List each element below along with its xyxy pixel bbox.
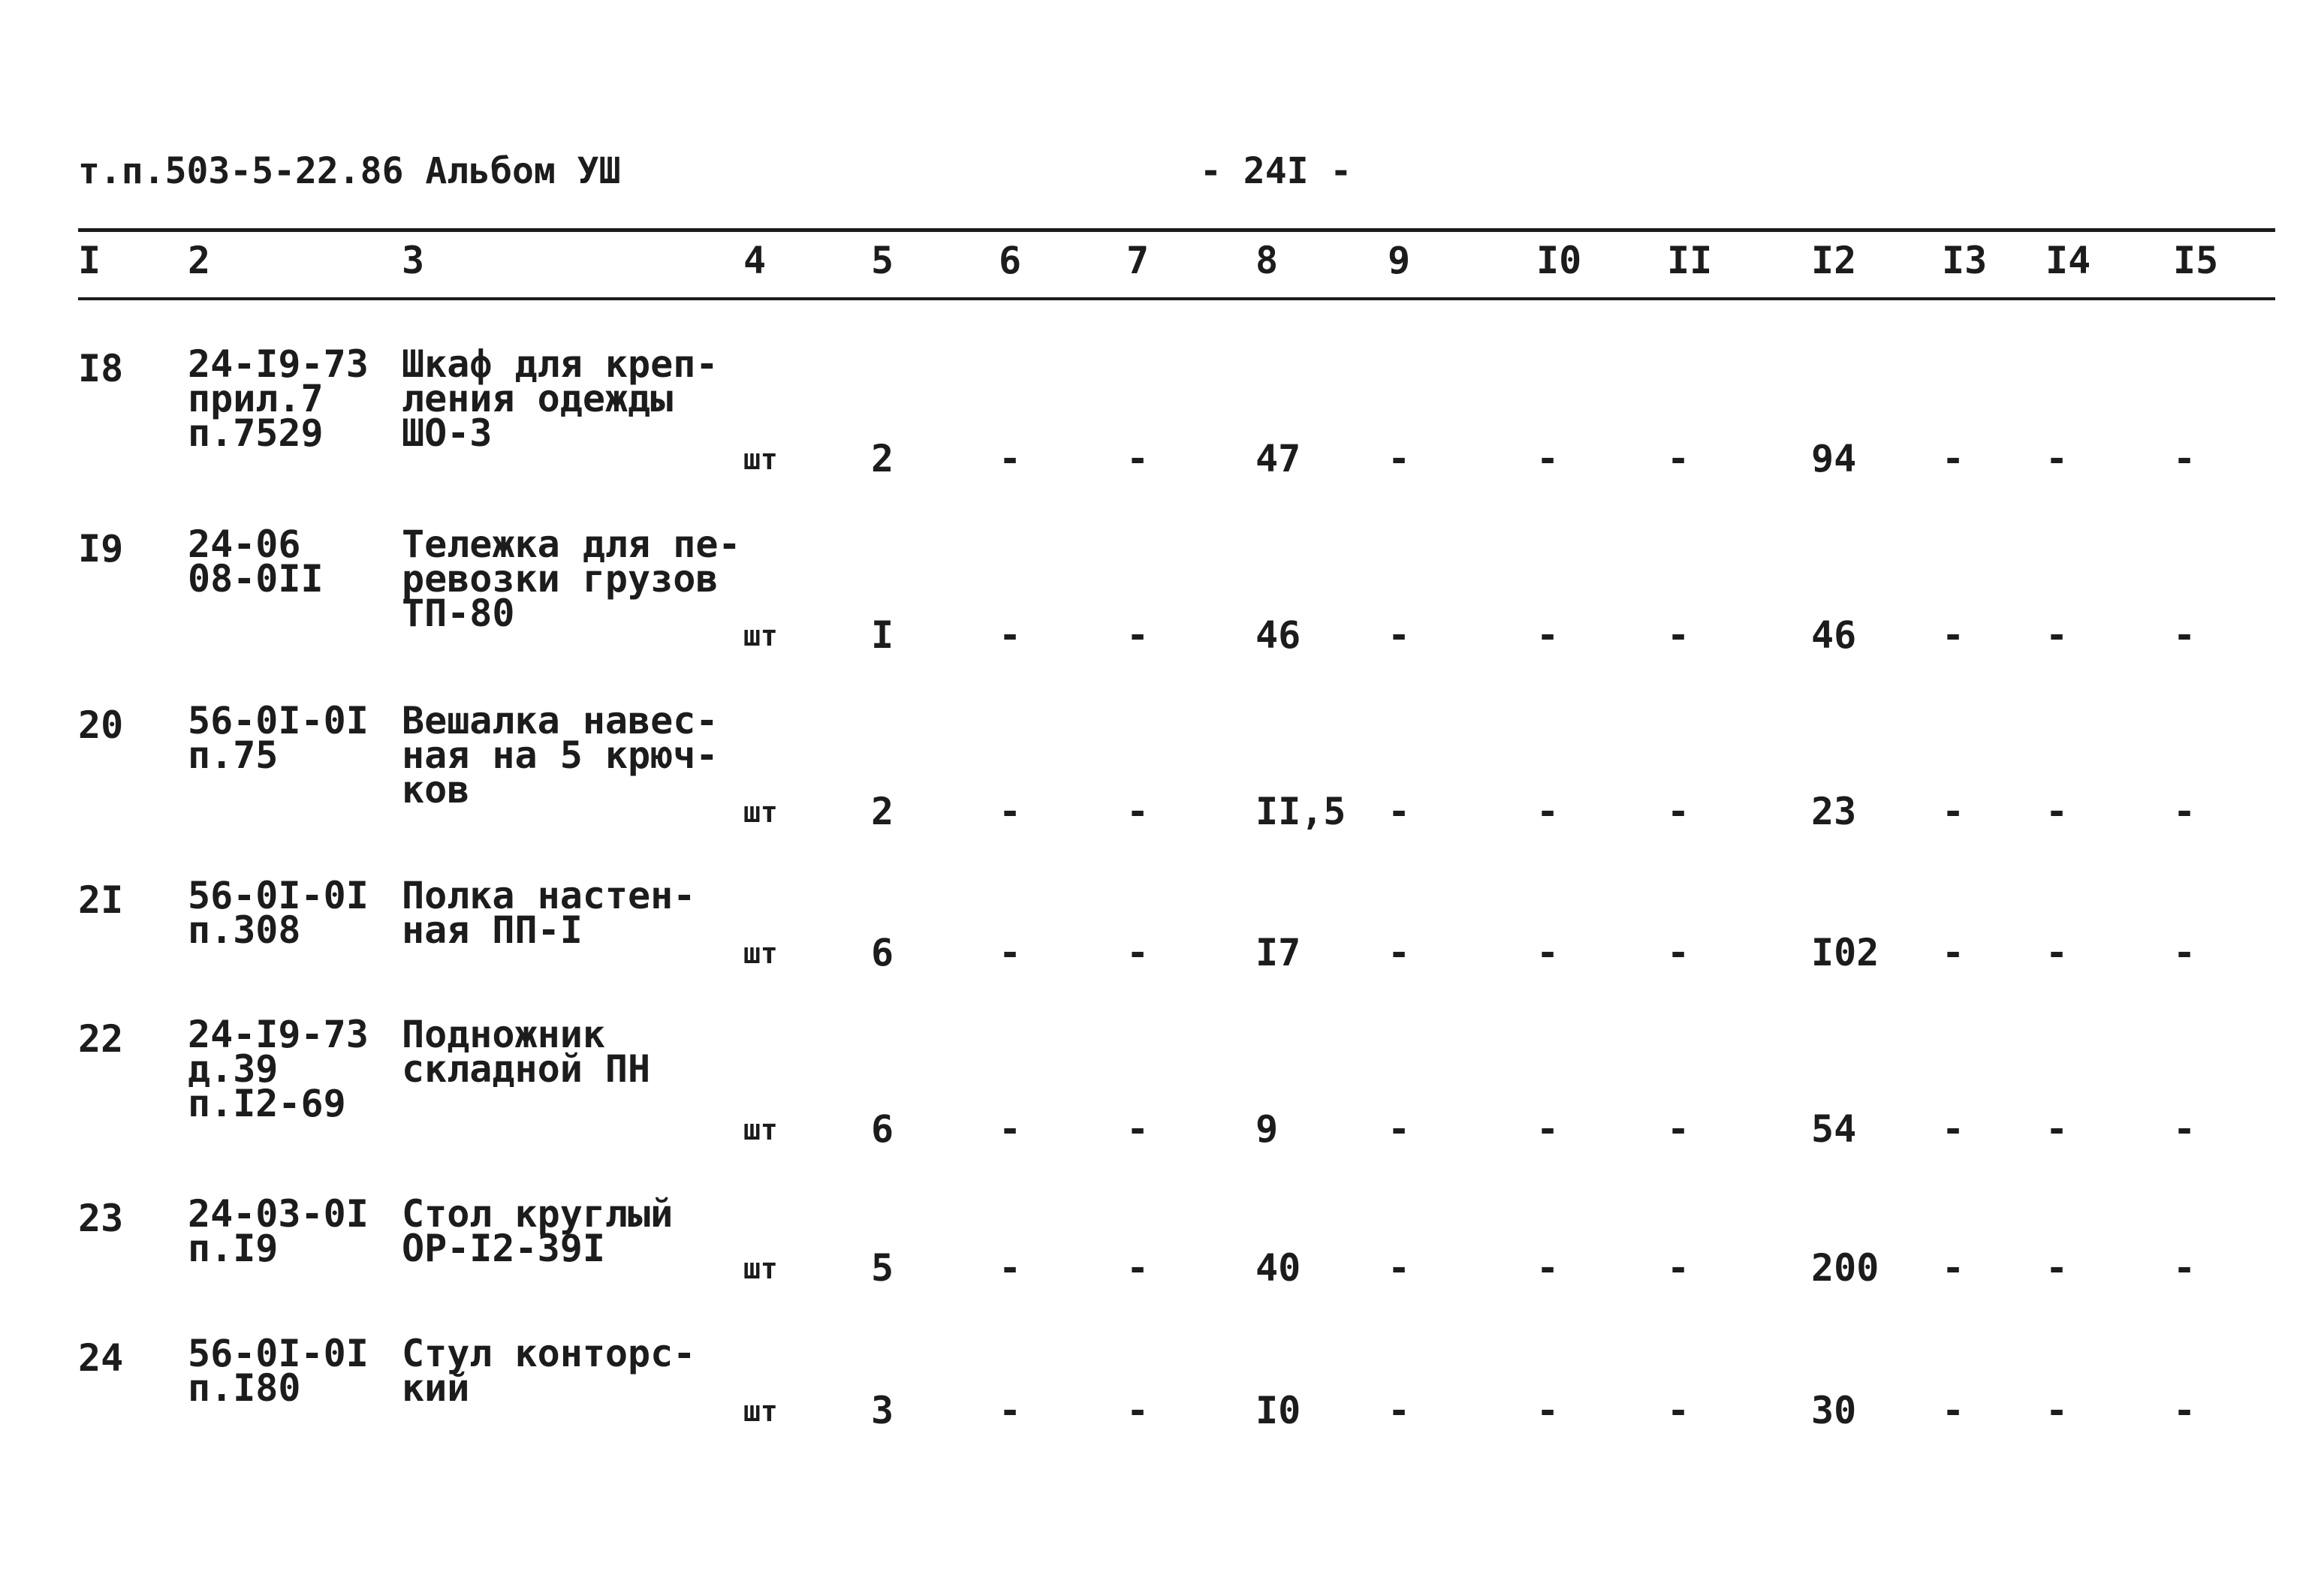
row-number: I8 — [78, 347, 124, 390]
catalog-code: 56-0I-0I п.308 — [188, 874, 369, 952]
cell-col-12: 200 — [1811, 1246, 1879, 1290]
cell-col-13: - — [1942, 437, 1965, 480]
unit-of-measure: шт — [743, 1252, 778, 1285]
row-number: 2I — [78, 878, 124, 922]
column-header-5: 5 — [871, 239, 894, 282]
cell-col-6: - — [999, 613, 1022, 657]
header-bottom-rule — [78, 297, 2275, 300]
unit-of-measure: шт — [743, 796, 778, 829]
cell-col-15: - — [2173, 613, 2196, 657]
column-header-14: I4 — [2045, 239, 2091, 282]
cell-col-5: 2 — [871, 790, 894, 833]
cell-col-13: - — [1942, 1107, 1965, 1151]
catalog-code: 24-03-0I п.I9 — [188, 1192, 369, 1270]
row-number: 23 — [78, 1197, 124, 1240]
cell-col-5: 6 — [871, 931, 894, 974]
cell-col-11: - — [1667, 931, 1690, 974]
row-number: 20 — [78, 703, 124, 747]
cell-col-10: - — [1536, 1107, 1560, 1151]
cell-col-10: - — [1536, 790, 1560, 833]
cell-col-9: - — [1388, 931, 1411, 974]
column-header-9: 9 — [1388, 239, 1411, 282]
cell-col-7: - — [1126, 1246, 1150, 1290]
cell-col-6: - — [999, 437, 1022, 480]
catalog-code: 24-I9-73 д.39 п.I2-69 — [188, 1013, 369, 1125]
cell-col-7: - — [1126, 1389, 1150, 1432]
column-header-6: 6 — [999, 239, 1022, 282]
cell-col-11: - — [1667, 790, 1690, 833]
item-name: Тележка для пе- ревозки грузов ТП-80 — [402, 522, 741, 635]
cell-col-9: - — [1388, 790, 1411, 833]
cell-col-9: - — [1388, 1389, 1411, 1432]
catalog-code: 24-I9-73 прил.7 п.7529 — [188, 342, 369, 455]
cell-col-6: - — [999, 931, 1022, 974]
document-reference: т.п.503-5-22.86 Альбом УШ — [78, 150, 621, 192]
cell-col-14: - — [2045, 1107, 2069, 1151]
cell-col-5: 6 — [871, 1107, 894, 1151]
cell-col-9: - — [1388, 1107, 1411, 1151]
cell-col-8: 40 — [1255, 1246, 1301, 1290]
cell-col-13: - — [1942, 931, 1965, 974]
cell-col-8: 9 — [1255, 1107, 1279, 1151]
cell-col-13: - — [1942, 1246, 1965, 1290]
cell-col-8: 46 — [1255, 613, 1301, 657]
row-number: 24 — [78, 1336, 124, 1380]
cell-col-12: 23 — [1811, 790, 1857, 833]
table-top-rule — [78, 228, 2275, 232]
cell-col-10: - — [1536, 437, 1560, 480]
cell-col-14: - — [2045, 1389, 2069, 1432]
item-name: Вешалка навес- ная на 5 крюч- ков — [402, 699, 719, 812]
cell-col-14: - — [2045, 437, 2069, 480]
cell-col-6: - — [999, 790, 1022, 833]
cell-col-6: - — [999, 1107, 1022, 1151]
cell-col-14: - — [2045, 1246, 2069, 1290]
column-header-15: I5 — [2173, 239, 2219, 282]
item-name: Стул конторс- кий — [402, 1332, 696, 1410]
column-header-4: 4 — [743, 239, 767, 282]
cell-col-15: - — [2173, 437, 2196, 480]
cell-col-7: - — [1126, 613, 1150, 657]
column-header-11: II — [1667, 239, 1713, 282]
cell-col-11: - — [1667, 1389, 1690, 1432]
unit-of-measure: шт — [743, 619, 778, 652]
cell-col-7: - — [1126, 437, 1150, 480]
cell-col-9: - — [1388, 437, 1411, 480]
item-name: Стол круглый ОР-I2-39I — [402, 1192, 674, 1270]
catalog-code: 56-0I-0I п.75 — [188, 699, 369, 777]
cell-col-7: - — [1126, 790, 1150, 833]
cell-col-12: 94 — [1811, 437, 1857, 480]
column-header-3: 3 — [402, 239, 425, 282]
cell-col-15: - — [2173, 790, 2196, 833]
cell-col-14: - — [2045, 931, 2069, 974]
column-header-1: I — [78, 239, 101, 282]
cell-col-7: - — [1126, 931, 1150, 974]
unit-of-measure: шт — [743, 937, 778, 970]
cell-col-8: 47 — [1255, 437, 1301, 480]
column-header-13: I3 — [1942, 239, 1988, 282]
page-number: - 24I - — [1200, 150, 1352, 192]
cell-col-10: - — [1536, 613, 1560, 657]
column-header-7: 7 — [1126, 239, 1150, 282]
cell-col-12: I02 — [1811, 931, 1879, 974]
cell-col-15: - — [2173, 931, 2196, 974]
cell-col-8: I0 — [1255, 1389, 1301, 1432]
cell-col-13: - — [1942, 613, 1965, 657]
cell-col-15: - — [2173, 1107, 2196, 1151]
item-name: Подножник складной ПН — [402, 1013, 651, 1091]
cell-col-10: - — [1536, 1246, 1560, 1290]
cell-col-11: - — [1667, 437, 1690, 480]
cell-col-15: - — [2173, 1389, 2196, 1432]
unit-of-measure: шт — [743, 443, 778, 476]
cell-col-9: - — [1388, 1246, 1411, 1290]
column-header-10: I0 — [1536, 239, 1582, 282]
unit-of-measure: шт — [743, 1395, 778, 1428]
cell-col-11: - — [1667, 613, 1690, 657]
cell-col-14: - — [2045, 613, 2069, 657]
cell-col-14: - — [2045, 790, 2069, 833]
item-name: Шкаф для креп- ления одежды ШО-3 — [402, 342, 719, 455]
row-number: I9 — [78, 527, 124, 571]
cell-col-13: - — [1942, 1389, 1965, 1432]
cell-col-5: I — [871, 613, 894, 657]
cell-col-12: 30 — [1811, 1389, 1857, 1432]
row-number: 22 — [78, 1017, 124, 1061]
cell-col-9: - — [1388, 613, 1411, 657]
item-name: Полка настен- ная ПП-I — [402, 874, 696, 952]
cell-col-8: I7 — [1255, 931, 1301, 974]
column-header-2: 2 — [188, 239, 211, 282]
cell-col-5: 2 — [871, 437, 894, 480]
unit-of-measure: шт — [743, 1113, 778, 1146]
catalog-code: 56-0I-0I п.I80 — [188, 1332, 369, 1410]
cell-col-12: 54 — [1811, 1107, 1857, 1151]
cell-col-13: - — [1942, 790, 1965, 833]
cell-col-6: - — [999, 1389, 1022, 1432]
column-header-12: I2 — [1811, 239, 1857, 282]
cell-col-12: 46 — [1811, 613, 1857, 657]
catalog-code: 24-06 08-0II — [188, 522, 324, 601]
cell-col-6: - — [999, 1246, 1022, 1290]
cell-col-11: - — [1667, 1107, 1690, 1151]
cell-col-8: II,5 — [1255, 790, 1346, 833]
column-header-8: 8 — [1255, 239, 1279, 282]
cell-col-7: - — [1126, 1107, 1150, 1151]
cell-col-10: - — [1536, 1389, 1560, 1432]
cell-col-15: - — [2173, 1246, 2196, 1290]
cell-col-5: 5 — [871, 1246, 894, 1290]
cell-col-5: 3 — [871, 1389, 894, 1432]
cell-col-10: - — [1536, 931, 1560, 974]
cell-col-11: - — [1667, 1246, 1690, 1290]
